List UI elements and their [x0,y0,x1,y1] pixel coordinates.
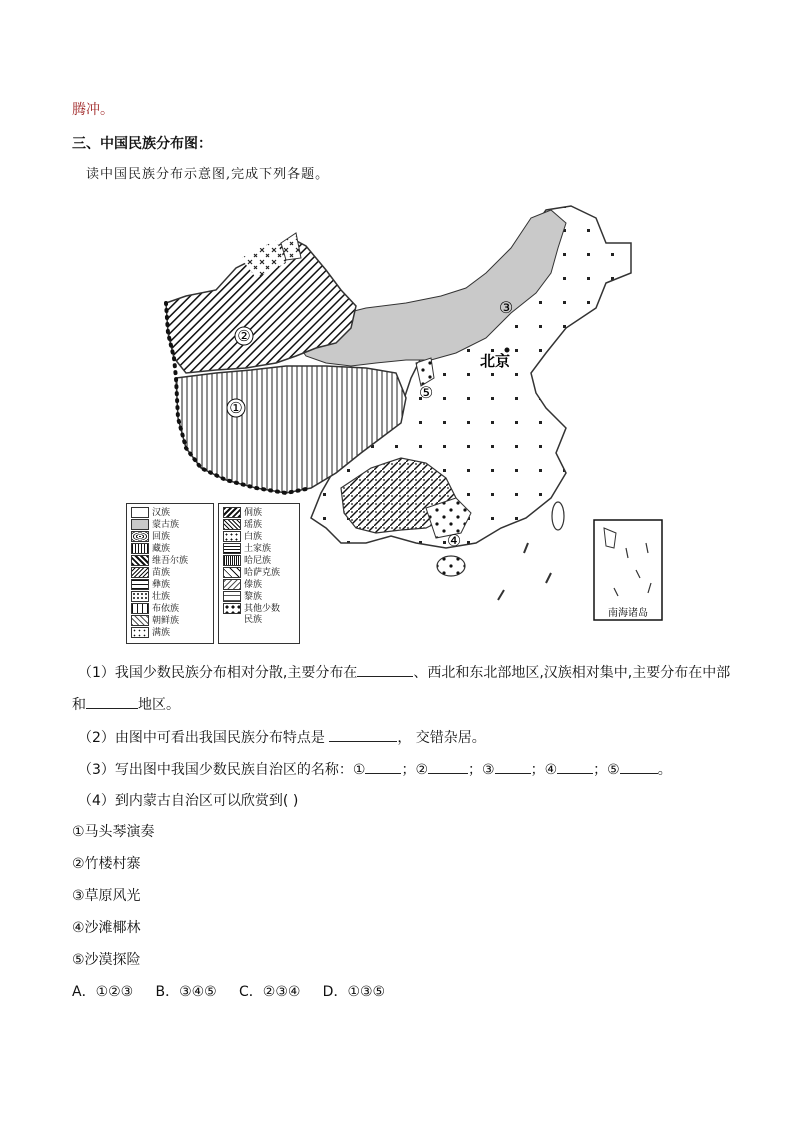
legend-item: 满族 [131,627,170,638]
legend-item: 其他少数 [223,603,280,614]
option-2: ②竹楼村寨 [72,856,141,872]
answer-blank-3-3[interactable] [495,759,531,774]
section-title: 三、中国民族分布图： [72,136,212,152]
legend-item: 朝鲜族 [131,615,179,626]
label-region-1: ① [229,399,243,417]
option-4: ④沙滩椰林 [72,920,141,936]
answer-choices: A．①②③ B．③④⑤ C．②③④ D．①③⑤ [72,984,386,1000]
question-3: （3）写出图中我国少数民族自治区的名称：① ；② ；③ ；④ ；⑤ 。 [78,759,672,780]
legend-item: 彝族 [131,579,170,590]
answer-blank-3-4[interactable] [557,759,593,774]
legend-item: 傣族 [223,579,262,590]
label-region-3: ③ [498,298,514,317]
label-region-2: ② [237,327,251,345]
instruction-text: 读中国民族分布示意图,完成下列各题。 [86,167,330,182]
ethnic-distribution-map [126,198,666,638]
legend-item: 汉族 [131,507,170,518]
legend-item: 壮族 [131,591,170,602]
label-beijing: 北京 [480,352,511,370]
answer-blank-3-1[interactable] [365,759,401,774]
legend-item: 土家族 [223,543,271,554]
hainan-island [437,556,465,576]
option-5: ⑤沙漠探险 [72,952,141,968]
intro-text: 腾冲。 [72,102,114,118]
legend-item: 黎族 [223,591,262,602]
answer-blank-3-2[interactable] [428,759,468,774]
question-4: （4）到内蒙古自治区可以欣赏到( ) [78,793,299,809]
legend-item: 藏族 [131,543,170,554]
island-mark [524,543,528,553]
legend-item: 侗族 [223,507,262,518]
answer-blank-3-5[interactable] [620,759,658,774]
question-1-line-1: （1）我国少数民族分布相对分散,主要分布在 、西北和东北部地区,汉族相对集中,主要分布在中部 [78,662,730,683]
legend-item: 维吾尔族 [131,555,188,566]
island-mark [546,573,551,583]
answer-blank-2[interactable] [329,727,397,742]
legend-item: 蒙古族 [131,519,179,530]
label-region-5: ⑤ [418,383,434,402]
label-region-4: ④ [446,531,462,550]
inset-frame [594,520,662,620]
taiwan-island [552,502,564,530]
option-1: ①马头琴演奏 [72,824,155,840]
legend-item: 民族 [244,615,263,625]
island-mark [498,590,504,600]
legend-item: 回族 [131,531,170,542]
legend-left [126,503,214,644]
legend-item: 瑶族 [223,519,262,530]
legend-right [218,503,300,644]
answer-blank-1a[interactable] [357,662,413,677]
question-1-line-2: 和 地区。 [72,694,180,715]
legend-item: 布依族 [131,603,179,614]
inset-label: 南海诸岛 [608,608,648,619]
legend-item: 哈尼族 [223,555,271,566]
option-3: ③草原风光 [72,888,141,904]
legend-item: 苗族 [131,567,170,578]
legend-item: 白族 [223,531,262,542]
legend-item: 哈萨克族 [223,567,280,578]
beijing-marker [505,348,510,353]
answer-blank-1b[interactable] [86,694,138,709]
question-2: （2）由图中可看出我国民族分布特点是 ， 交错杂居。 [78,727,486,748]
